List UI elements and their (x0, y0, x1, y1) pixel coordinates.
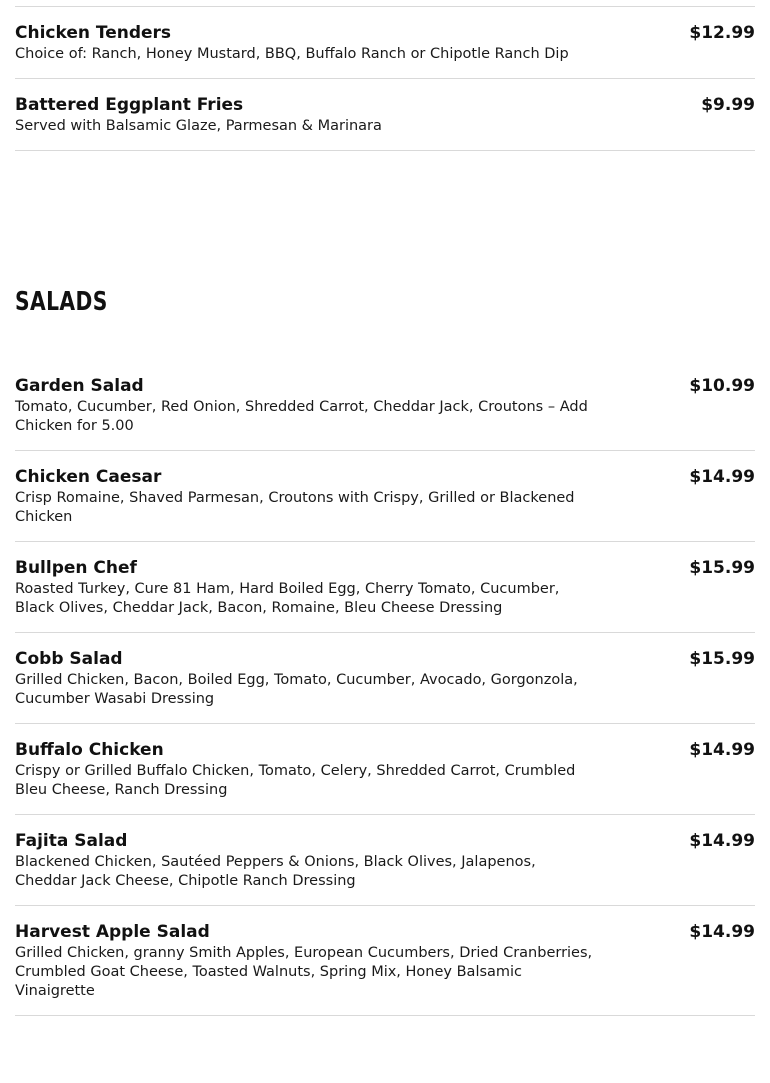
item-name: Fajita Salad (15, 831, 128, 851)
menu-item-battered-eggplant-fries (15, 94, 755, 151)
menu-item-chicken-tenders (15, 22, 755, 79)
item-price: $14.99 (689, 467, 755, 487)
item-price: $15.99 (689, 558, 755, 578)
menu-item-garden-salad (15, 375, 755, 451)
menu-item-harvest-apple-salad (15, 921, 755, 1016)
item-description: Roasted Turkey, Cure 81 Ham, Hard Boiled Egg, Cherry Tomato, Cucumber, Black Olives, Cheddar Jack, Bacon, Romaine, Bleu Cheese Dressing (15, 581, 560, 616)
section-title-salads: SALADS (15, 287, 108, 317)
item-price: $14.99 (689, 922, 755, 942)
item-price: $10.99 (689, 376, 755, 396)
item-name: Cobb Salad (15, 649, 123, 669)
item-name: Bullpen Chef (15, 558, 137, 578)
item-price: $15.99 (689, 649, 755, 669)
item-description: Crispy or Grilled Buffalo Chicken, Tomato, Celery, Shredded Carrot, Crumbled Bleu Cheese, Ranch Dressing (15, 763, 576, 798)
menu-item-buffalo-chicken (15, 739, 755, 815)
item-description: Grilled Chicken, granny Smith Apples, European Cucumbers, Dried Cranberries, Crumbled Goat Cheese, Toasted Walnuts, Spring Mix, Honey Balsamic Vinaigrette (15, 945, 593, 999)
item-description: Grilled Chicken, Bacon, Boiled Egg, Tomato, Cucumber, Avocado, Gorgonzola, Cucumber Wasabi Dressing (15, 672, 578, 707)
item-price: $12.99 (689, 23, 755, 43)
top-divider (15, 6, 755, 7)
item-price: $14.99 (689, 740, 755, 760)
item-name: Garden Salad (15, 376, 144, 396)
item-name: Harvest Apple Salad (15, 922, 210, 942)
menu-item-cobb-salad (15, 648, 755, 724)
item-description: Blackened Chicken, Sautéed Peppers & Onions, Black Olives, Jalapenos, Cheddar Jack Cheese, Chipotle Ranch Dressing (15, 854, 536, 889)
item-description: Tomato, Cucumber, Red Onion, Shredded Carrot, Cheddar Jack, Croutons – Add Chicken for 5.00 (15, 399, 588, 434)
menu-item-bullpen-chef (15, 557, 755, 633)
item-price: $9.99 (701, 95, 755, 115)
item-name: Chicken Tenders (15, 23, 172, 43)
item-description: Choice of: Ranch, Honey Mustard, BBQ, Buffalo Ranch or Chipotle Ranch Dip (15, 46, 569, 62)
item-name: Chicken Caesar (15, 467, 162, 487)
item-description: Crisp Romaine, Shaved Parmesan, Croutons with Crispy, Grilled or Blackened Chicken (15, 490, 575, 525)
item-name: Buffalo Chicken (15, 740, 164, 760)
menu-item-fajita-salad (15, 830, 755, 906)
item-name: Battered Eggplant Fries (15, 95, 244, 115)
menu-item-chicken-caesar (15, 466, 755, 542)
item-description: Served with Balsamic Glaze, Parmesan & Marinara (15, 118, 382, 134)
item-price: $14.99 (689, 831, 755, 851)
